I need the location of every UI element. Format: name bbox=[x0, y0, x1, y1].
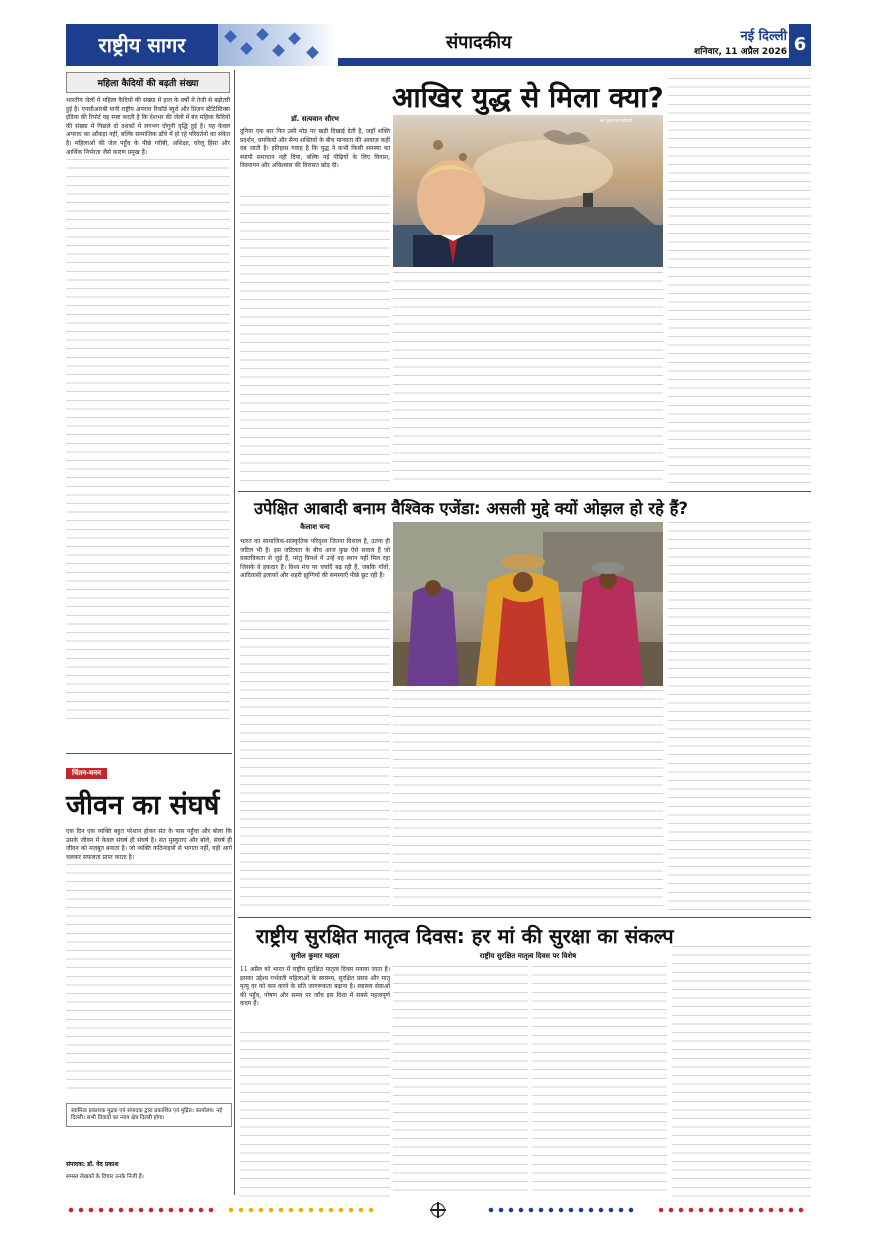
population-byline: कैलाश चन्द bbox=[300, 523, 330, 531]
population-body-text-3 bbox=[668, 522, 811, 912]
war-image bbox=[393, 115, 663, 267]
masthead-pattern bbox=[218, 24, 338, 66]
motherhood-lead: 11 अप्रैल को भारत में राष्ट्रीय सुरक्षित मातृत्व दिवस मनाया जाता है। इसका उद्देश्य गर्भवती महिलाओं के स्वास्थ्य, सुरक्षित प्रसव और मातृ मृत्यु दर को कम करने के प्रति जागरूकता बढ़ाना है। स्वास्थ्य सेवाओं की पहुँच, पोषण और समय पर जाँच इस दिशा में सबसे महत्वपूर्ण कदम हैं। bbox=[240, 966, 390, 1008]
page-footer bbox=[66, 1203, 811, 1217]
article-title: महिला कैदियों की बढ़ती संख्या bbox=[66, 72, 230, 93]
horizontal-divider bbox=[66, 753, 232, 754]
chintan-lead: एक दिन एक व्यक्ति बहुत परेशान होकर संत के पास पहुँचा और बोला कि उसके जीवन में केवल संघर्ष ही संघर्ष है। संत मुस्कुराए और बोले, संघर्ष ही जीवन को मज़बूत बनाता है। जो व्यक्ति कठिनाइयों से भागता नहीं, वही आगे चलकर सफलता प्राप्त करता है। bbox=[66, 828, 232, 861]
chintan-section bbox=[66, 760, 232, 1094]
footer-dots-far-right bbox=[656, 1207, 806, 1213]
masthead-info bbox=[676, 26, 787, 66]
paper-name: राष्ट्रीय सागर bbox=[66, 24, 218, 66]
image-credit: ai generated bbox=[600, 118, 632, 124]
article-body-text bbox=[66, 159, 230, 719]
chintan-body-text bbox=[66, 864, 232, 1094]
war-headline: आखिर युद्ध से मिला क्या? bbox=[392, 81, 664, 114]
war-byline: डॉ. सत्यवान सौरभ bbox=[291, 115, 339, 123]
section-title: संपादकीय bbox=[446, 32, 512, 53]
editor-label: संपादक: bbox=[66, 1161, 86, 1168]
disclaimer: समस्त लेखकों के विचार उनके निजी हैं। bbox=[66, 1174, 144, 1180]
page-number: 6 bbox=[789, 24, 811, 66]
population-body-text-2 bbox=[393, 690, 663, 912]
article-female-prisoners bbox=[66, 70, 230, 719]
masthead bbox=[66, 24, 811, 66]
population-headline: उपेक्षित आबादी बनाम वैश्विक एजेंडा: असली मुद्दे क्यों ओझल हो रहे हैं? bbox=[254, 499, 688, 518]
war-illustration bbox=[393, 115, 663, 267]
editor-line bbox=[66, 1160, 232, 1180]
war-lead: दुनिया एक बार फिर उसी मोड़ पर खड़ी दिखाई देती है, जहाँ शक्ति प्रदर्शन, धमकियों और सैन्य शक्तियों के बीच मानवता की आवाज़ कहीं दब जाती है। इतिहास गवाह है कि युद्ध ने कभी किसी समस्या का स्थायी समाधान नहीं दिया, बल्कि नई पीढ़ियों के लिए विनाश, विस्थापन और अविश्वास की विरासत छोड़ दी। bbox=[240, 128, 390, 170]
motherhood-body-text-2 bbox=[393, 966, 528, 1197]
motherhood-body-text-3 bbox=[532, 966, 667, 1197]
chintan-title: जीवन का संघर्ष bbox=[66, 790, 220, 821]
population-image bbox=[393, 522, 663, 686]
motherhood-byline: सुनील कुमार महला bbox=[290, 952, 340, 960]
population-lead: भारत का सामाजिक-सांस्कृतिक परिदृश्य जितना विशाल है, उतना ही जटिल भी है। इस जटिलता के बीच आज कुछ ऐसे सवाल हैं जो वास्तविकता से जुड़े हैं, परंतु विमर्श में उन्हें वह स्थान नहीं मिल रहा जिसके वे हकदार हैं। विश्व मंच पर चर्चाएँ बढ़ रही हैं, जबकि गाँवों, आदिवासी इलाकों और शहरी झुग्गियों की समस्याएँ पीछे छूट रही हैं। bbox=[240, 538, 390, 580]
imprint-box bbox=[66, 1103, 232, 1127]
women-carrying-water-illustration bbox=[393, 522, 663, 686]
horizontal-divider bbox=[238, 491, 811, 492]
war-body-text-3 bbox=[668, 78, 811, 486]
article-lead: भारतीय जेलों में महिला कैदियों की संख्या में हाल के वर्षों में तेजी से बढ़ोतरी हुई है। एनसीआरबी यानी राष्ट्रीय अपराध रिकॉर्ड ब्यूरो और प्रिज़न स्टैटिस्टिक्स इंडिया की रिपोर्ट यह स्पष्ट करती है कि देशभर की जेलों में बंद महिला कैदियों की संख्या में पिछले दो दशकों में लगभग दोगुनी वृद्धि हुई है। यह केवल अपराध का आँकड़ा नहीं, बल्कि सामाजिक ढाँचे में हो रहे परिवर्तनों का संकेत है। महिलाओं की जेल पहुँच के पीछे गरीबी, अशिक्षा, घरेलू हिंसा और आर्थिक निर्भरता जैसे कारण प्रमुख हैं। bbox=[66, 97, 230, 156]
column-divider bbox=[234, 70, 235, 1195]
website[interactable]: web: rashtriyasagar.com bbox=[675, 57, 787, 66]
population-body-text bbox=[240, 612, 390, 912]
editor-name: डॉ. वेद प्रकाश bbox=[87, 1161, 119, 1168]
footer-dots-center bbox=[226, 1207, 376, 1213]
motherhood-headline: राष्ट्रीय सुरक्षित मातृत्व दिवस: हर मां की सुरक्षा का संकल्प bbox=[256, 924, 674, 948]
imprint-text: स्वामित्व प्रकाशक मुद्रक एवं संपादक द्वारा प्रकाशित एवं मुद्रित। कार्यालय: नई दिल्ली। सभी विवादों का न्याय क्षेत्र दिल्ली होगा। bbox=[71, 1108, 223, 1121]
chintan-tag: चिंतन-मनन bbox=[66, 768, 107, 779]
city: नई दिल्ली bbox=[740, 29, 787, 44]
motherhood-subhead: राष्ट्रीय सुरक्षित मातृत्व दिवस पर विशेष bbox=[479, 952, 577, 960]
registration-mark-icon bbox=[431, 1203, 445, 1217]
war-body-text-2 bbox=[393, 272, 663, 487]
footer-dots-right bbox=[486, 1207, 636, 1213]
footer-dots-left bbox=[66, 1207, 216, 1213]
motherhood-body-text-4 bbox=[672, 946, 811, 1197]
date: शनिवार, 11 अप्रैल 2026 bbox=[694, 47, 787, 57]
war-body-text bbox=[240, 196, 390, 486]
motherhood-body-text bbox=[240, 1032, 390, 1197]
horizontal-divider bbox=[238, 917, 811, 918]
